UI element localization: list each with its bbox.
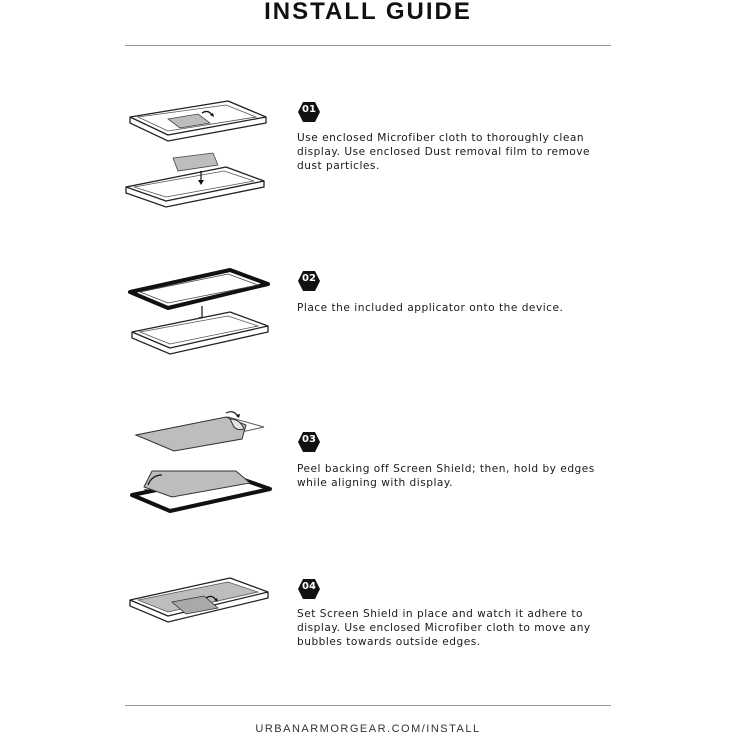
step-2-illustration [118,262,278,357]
step-1-text: Use enclosed Microfiber cloth to thoroughly clean display. Use enclosed Dust removal film to remove dust particles. [297,132,591,172]
step-4-badge [297,578,321,600]
step-2-badge [297,270,321,292]
bottom-divider [125,705,611,706]
step-4-number: 04 [302,581,316,592]
step-3-number: 03 [302,434,316,445]
step-3-badge [297,431,321,453]
step-1-illustration [118,95,278,215]
page-title: INSTALL GUIDE [264,0,472,25]
step-3-illustration [118,405,278,525]
step-1-number: 01 [302,104,316,115]
step-2-text: Place the included applicator onto the device. [297,302,564,314]
step-1-badge [297,101,321,123]
step-3-text: Peel backing off Screen Shield; then, hold by edges while aligning with display. [297,463,595,489]
step-2-number: 02 [302,273,316,284]
top-divider [125,45,611,46]
step-4-illustration [118,570,278,630]
step-4-text: Set Screen Shield in place and watch it adhere to display. Use enclosed Microfiber cloth to move any bubbles towards outside edges. [297,608,591,648]
footer-url: URBANARMORGEAR.COM/INSTALL [255,723,481,735]
